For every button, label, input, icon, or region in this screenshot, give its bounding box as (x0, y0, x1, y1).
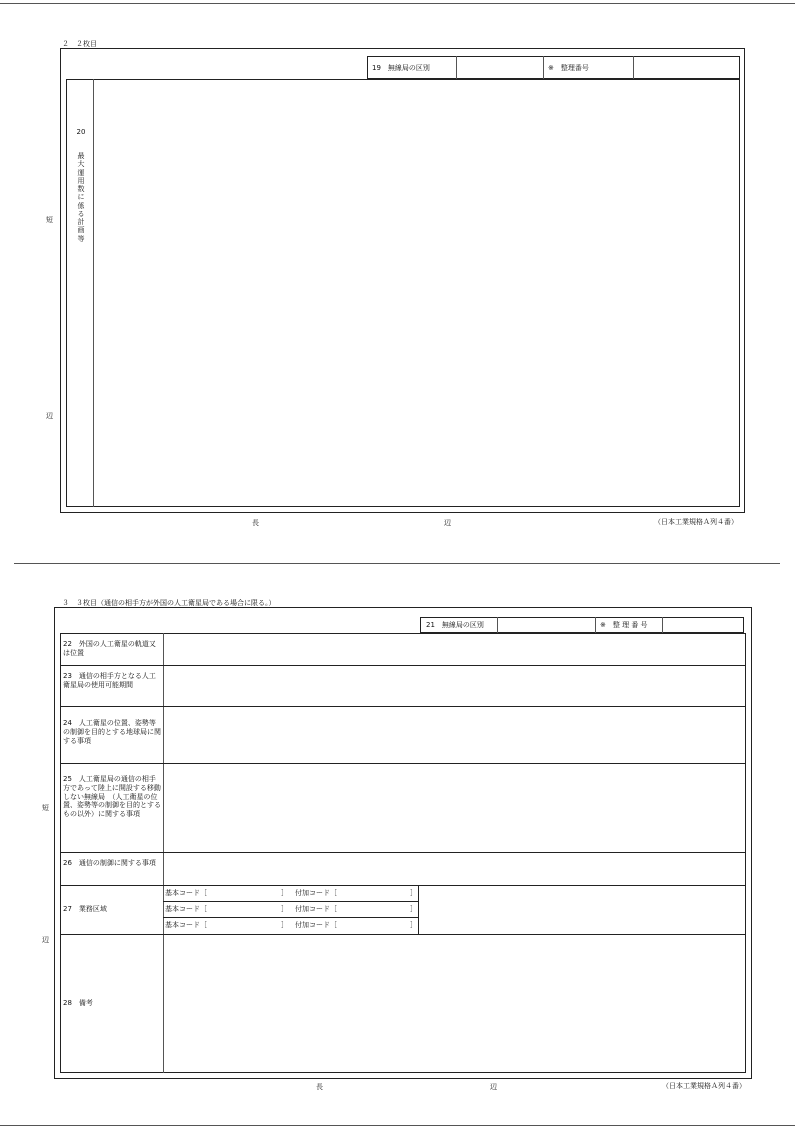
item-24-field[interactable] (164, 707, 745, 763)
basic-code-close: ］ (281, 889, 288, 897)
sheet-2-side-short: 短 (46, 216, 53, 224)
basic-code-label: 基本コード［ (165, 905, 207, 913)
sheet-3-side-short: 短 (42, 804, 49, 812)
additional-code-close: ］ (410, 921, 417, 929)
basic-code-label: 基本コード［ (165, 889, 207, 897)
sheet-2-bottom-long: 長 (252, 519, 259, 527)
additional-code-close: ］ (410, 905, 417, 913)
item-26-label: 26 通信の制御に関する事項 (63, 859, 156, 867)
sheet-2-bottom-edge: 辺 (444, 519, 451, 527)
item-26-field[interactable] (164, 853, 745, 885)
sheet-3-bottom-long: 長 (316, 1083, 323, 1091)
additional-code-label: 付加コード［ (295, 905, 337, 913)
item-23-field[interactable] (164, 666, 745, 706)
business-area-extra-field[interactable] (419, 886, 745, 933)
additional-code-label: 付加コード［ (295, 921, 337, 929)
item-23-label: 23 通信の相手方となる人工衛星局の使用可能期間 (63, 672, 156, 689)
station-type-label-3: 21 無線局の区別 (426, 621, 484, 629)
top-page-border (0, 3, 795, 4)
item-28-label: 28 備考 (63, 999, 93, 1007)
item-28-field[interactable] (164, 935, 745, 1072)
item-27-label: 27 業務区域 (63, 905, 107, 913)
registration-number-field-3[interactable] (663, 618, 743, 632)
station-type-field[interactable] (457, 57, 542, 78)
registration-number-field[interactable] (634, 57, 739, 78)
basic-code-label: 基本コード［ (165, 921, 207, 929)
item-22-label: 22 外国の人工衛星の軌道又は位置 (63, 640, 156, 657)
sheet-2-side-edge: 辺 (46, 412, 53, 420)
item-22-field[interactable] (164, 634, 745, 665)
item-24-label: 24 人工衛星の位置、姿勢等の制御を目的とする地球局に関する事項 (63, 719, 161, 745)
sheet-3-bottom-edge: 辺 (490, 1083, 497, 1091)
item-25-field[interactable] (164, 764, 745, 852)
sheet-2-title: ２ ２枚目 (62, 40, 97, 48)
section-20-label: 最大運用数に係る計画等 (77, 152, 85, 243)
sheet-2-standard-note: （日本工業規格Ａ列４番） (654, 518, 738, 526)
basic-code-close: ］ (281, 921, 288, 929)
page-separator (14, 563, 780, 564)
item-25-label: 25 人工衛星局の通信の相手方であって陸上に開設する移動しない無線局 （人工衛星の位置、姿勢等の制御を目的とするもの以外）に関する事項 (63, 775, 161, 818)
station-type-field-3[interactable] (498, 618, 594, 632)
additional-code-close: ］ (410, 889, 417, 897)
registration-number-label: ※ 整理番号 (548, 64, 589, 72)
sheet-3-title: ３ ３枚目（通信の相手方が外国の人工衛星局である場合に限る。） (62, 599, 276, 607)
registration-number-label-3: ※ 整 理 番 号 (600, 621, 648, 629)
basic-code-close: ］ (281, 905, 288, 913)
section-20-content-area[interactable] (94, 80, 739, 506)
sheet-3-standard-note: （日本工業規格Ａ列４番） (662, 1082, 746, 1090)
sheet-3-side-edge: 辺 (42, 936, 49, 944)
additional-code-label: 付加コード［ (295, 889, 337, 897)
section-20-number: 20 (76, 128, 86, 136)
station-type-label: 19 無線局の区別 (372, 64, 430, 72)
bottom-page-border (0, 1125, 795, 1126)
